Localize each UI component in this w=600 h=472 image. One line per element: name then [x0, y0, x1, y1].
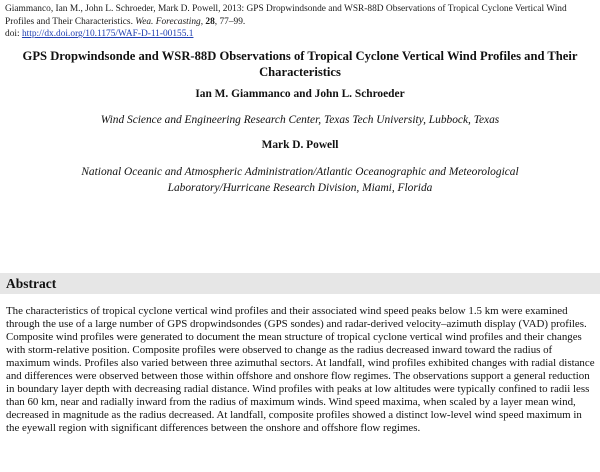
citation-authors: Giammanco, Ian M., John L. Schroeder, Mark D. Powell, 2013: GPS Dropwindsonde and WSR-88D Observations of Tropical Cyclone Vertical Wind Profiles and Their Characteristics.: [5, 4, 567, 27]
doi-label: doi:: [5, 29, 22, 40]
citation-volume: 28: [205, 16, 215, 27]
affiliation-1: Wind Science and Engineering Research Center, Texas Tech University, Lubbock, Texas: [100, 114, 500, 126]
abstract-body: The characteristics of tropical cyclone vertical wind profiles and their associated wind speed peaks below 1.5 km were examined through the use of a large number of GPS dropwindsondes (GPS sondes) and radar-derived velocity–azimuth display (VAD) profiles. Composite wind profiles were generated to document the mean structure of tropical cyclone vertical wind profiles and their changes with storm-relative position. Composite profiles were observed to change as the radius decreased inward toward the radius of maximum winds. Profiles also varied between three azimuthal sectors. At landfall, wind profiles exhibited changes with radial distance and differences were observed between those within offshore and onshore flow regimes. The observations support a general reduction in boundary layer depth with decreasing radial distance. Wind profiles with peaks at low altitudes were typically confined to radii less than 60 km, near and radially inward from the radius of maximum winds. Wind speed maxima, when scaled by a layer mean wind, decreased in magnitude as the radius decreased. At landfall, composite profiles showed a distinct low-level wind speed maximum in the eyewall region with significant differences between the onshore and offshore flow regimes.: [6, 305, 595, 435]
citation-journal: Wea. Forecasting: [135, 16, 201, 27]
doi-link[interactable]: http://dx.doi.org/10.1175/WAF-D-11-00155.1: [21, 29, 194, 40]
affiliation-2: National Oceanic and Atmospheric Administration/Atlantic Oceanographic and Meteorological Laboratory/Hurricane Research Division, Miami, Florida: [81, 166, 519, 194]
citation-pages: , 77–99.: [214, 16, 246, 27]
author-group-2: Mark D. Powell: [261, 139, 339, 151]
paper-title: GPS Dropwindsonde and WSR-88D Observations of Tropical Cyclone Vertical Wind Profiles and Their Characteristics: [22, 49, 578, 79]
citation-block: Giammanco, Ian M., John L. Schroeder, Mark D. Powell, 2013: GPS Dropwindsonde and WSR-88D Observations of Tropical Cyclone Vertical Wind Profiles and Their Characteristics. Wea. Forecasting, 28, 77–99. doi: http://dx.doi.org/10.1175/WAF-D-11-00155.1: [5, 4, 567, 40]
author-group-1: Ian M. Giammanco and John L. Schroeder: [195, 88, 405, 100]
abstract-heading: Abstract: [0, 273, 600, 294]
